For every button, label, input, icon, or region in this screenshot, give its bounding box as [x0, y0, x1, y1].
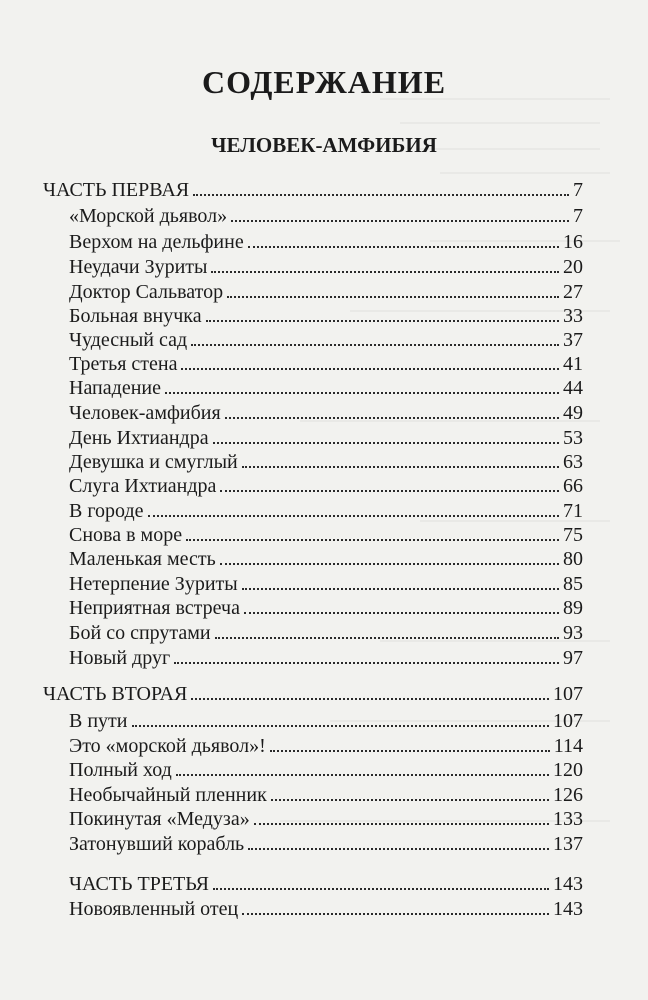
toc-entry-page: 49	[563, 402, 583, 424]
toc-leader-dots	[248, 848, 549, 850]
toc-entry	[69, 425, 583, 451]
toc-entry	[69, 229, 583, 255]
toc-leader-dots	[213, 888, 549, 890]
toc-leader-dots	[271, 799, 549, 801]
toc-entry-title: Доктор Сальватор	[69, 281, 224, 303]
toc-entry-title: Покинутая «Медуза»	[69, 808, 250, 830]
toc-entry	[69, 708, 583, 734]
toc-entry-page: 89	[563, 597, 583, 619]
toc-entry-title: День Ихтиандра	[69, 427, 209, 449]
toc-entry-title: ЧАСТЬ ВТОРАЯ	[43, 683, 188, 705]
toc-entry	[69, 782, 583, 808]
toc-leader-dots	[215, 637, 559, 639]
toc-entry-title: Снова в море	[69, 524, 183, 546]
toc-entry	[69, 871, 583, 897]
toc-entry	[69, 375, 583, 401]
toc-entry	[69, 351, 583, 377]
toc-entry	[69, 327, 583, 353]
toc-leader-dots	[211, 271, 559, 273]
toc-leader-dots	[213, 442, 559, 444]
toc-entry	[69, 620, 583, 646]
toc-entry-page: 7	[573, 205, 583, 227]
toc-entry-page: 85	[563, 573, 583, 595]
toc-entry-page: 37	[563, 329, 583, 351]
toc-leader-dots	[132, 725, 550, 727]
toc-entry-page: 71	[563, 500, 583, 522]
toc-entry-title: Бой со спрутами	[69, 622, 211, 644]
toc-entry-page: 97	[563, 647, 583, 669]
toc-leader-dots	[254, 823, 549, 825]
toc-entry	[69, 757, 583, 783]
toc-entry-title: Третья стена	[69, 353, 178, 375]
toc-entry-title: Больная внучка	[69, 305, 202, 327]
toc-entry-title: Нападение	[69, 377, 161, 399]
toc-entry	[69, 806, 583, 832]
toc-entry-title: «Морской дьявол»	[69, 205, 228, 227]
toc-entry-page: 80	[563, 548, 583, 570]
toc-leader-dots	[231, 220, 569, 222]
toc-entry-title: Чудесный сад	[69, 329, 188, 351]
toc-entry	[69, 449, 583, 475]
toc-leader-dots	[227, 296, 559, 298]
toc-entry	[69, 303, 583, 329]
toc-entry-title: Верхом на дельфине	[69, 231, 244, 253]
toc-entry-page: 120	[553, 759, 583, 781]
toc-entry-page: 75	[563, 524, 583, 546]
toc-leader-dots	[242, 588, 559, 590]
toc-entry-page: 53	[563, 427, 583, 449]
toc-leader-dots	[174, 662, 559, 664]
toc-entry	[69, 498, 583, 524]
toc-entry	[69, 546, 583, 572]
toc-entry-page: 27	[563, 281, 583, 303]
toc-entry-page: 41	[563, 353, 583, 375]
toc-leader-dots	[270, 750, 550, 752]
toc-entry-page: 137	[553, 833, 583, 855]
toc-entry	[69, 279, 583, 305]
toc-entry-title: ЧАСТЬ ПЕРВАЯ	[43, 179, 190, 201]
toc-leader-dots	[242, 913, 549, 915]
toc-entry-page: 126	[553, 784, 583, 806]
toc-entry-page: 16	[563, 231, 583, 253]
toc-entry-title: В городе	[69, 500, 144, 522]
toc-entry-title: Человек-амфибия	[69, 402, 221, 424]
book-title: ЧЕЛОВЕК-АМФИБИЯ	[211, 133, 437, 157]
toc-entry-title: Маленькая месть	[69, 548, 216, 570]
toc-entry-page: 143	[553, 873, 583, 895]
toc-entry-page: 93	[563, 622, 583, 644]
toc-entry	[69, 522, 583, 548]
toc-entry-title: Новый друг	[69, 647, 171, 669]
toc-leader-dots	[148, 515, 559, 517]
toc-entry-title: Неприятная встреча	[69, 597, 240, 619]
toc-entry-title: Это «морской дьявол»!	[69, 735, 266, 757]
toc-leader-dots	[176, 774, 549, 776]
toc-entry-page: 7	[573, 179, 583, 201]
toc-entry-page: 143	[553, 898, 583, 920]
toc-entry	[69, 733, 583, 759]
toc-entry-title: Нетерпение Зуриты	[69, 573, 238, 595]
toc-entry-page: 66	[563, 475, 583, 497]
toc-entry-page: 44	[563, 377, 583, 399]
toc-entry	[69, 254, 583, 280]
toc-entry-title: Затонувший корабль	[69, 833, 245, 855]
toc-entry-page: 63	[563, 451, 583, 473]
toc-leader-dots	[248, 246, 559, 248]
toc-leader-dots	[193, 194, 569, 196]
toc-leader-dots	[191, 698, 549, 700]
toc-leader-dots	[242, 466, 559, 468]
toc-entry-title: Полный ход	[69, 759, 172, 781]
toc-entry-title: Новоявленный отец	[69, 898, 239, 920]
toc-leader-dots	[220, 490, 559, 492]
toc-entry	[69, 571, 583, 597]
toc-entry-title: Неудачи Зуриты	[69, 256, 208, 278]
toc-entry-page: 20	[563, 256, 583, 278]
toc-entry-title: Необычайный пленник	[69, 784, 267, 806]
toc-entry-title: В пути	[69, 710, 128, 732]
toc-entry	[69, 645, 583, 671]
toc-entry	[43, 177, 583, 203]
toc-entry-title: ЧАСТЬ ТРЕТЬЯ	[69, 873, 210, 895]
toc-leader-dots	[165, 392, 559, 394]
toc-entry	[69, 400, 583, 426]
toc-entry-title: Девушка и смуглый	[69, 451, 238, 473]
toc-leader-dots	[225, 417, 559, 419]
page-title: СОДЕРЖАНИЕ	[201, 64, 447, 100]
toc-leader-dots	[244, 612, 559, 614]
toc-leader-dots	[206, 320, 559, 322]
toc-entry	[69, 595, 583, 621]
toc-entry-page: 133	[553, 808, 583, 830]
toc-entry-page: 33	[563, 305, 583, 327]
toc-entry	[69, 203, 583, 229]
toc-leader-dots	[220, 563, 559, 565]
toc-leader-dots	[186, 539, 559, 541]
toc-entry-page: 114	[553, 735, 583, 757]
toc-entry-page: 107	[553, 683, 583, 705]
toc-entry	[43, 681, 583, 707]
toc-entry-title: Слуга Ихтиандра	[69, 475, 217, 497]
toc-leader-dots	[181, 368, 559, 370]
toc-leader-dots	[191, 344, 559, 346]
toc-entry	[69, 473, 583, 499]
toc-entry	[69, 831, 583, 857]
toc-entry	[69, 896, 583, 922]
toc-entry-page: 107	[553, 710, 583, 732]
